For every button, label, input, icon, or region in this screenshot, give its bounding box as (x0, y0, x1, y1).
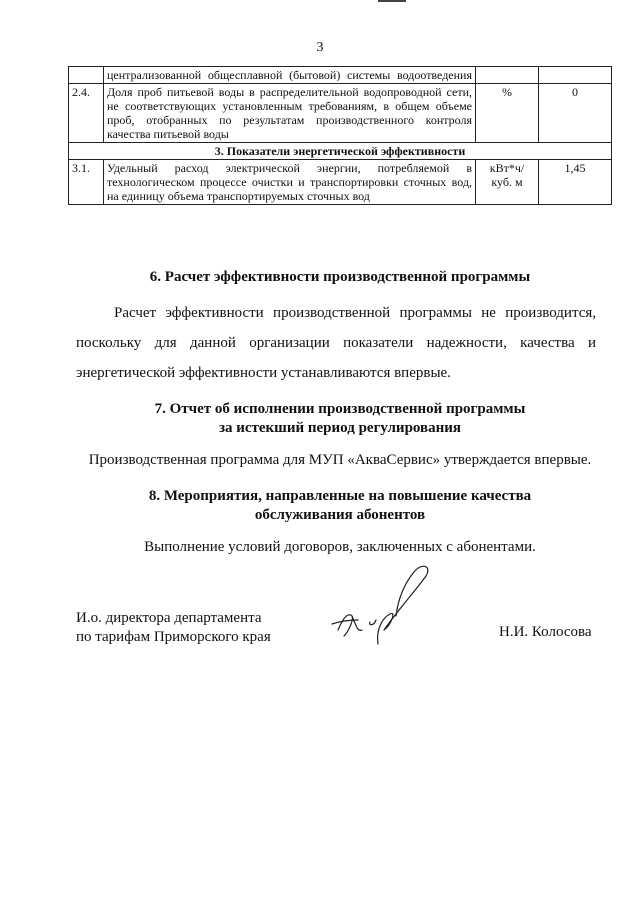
row-unit: кВт*ч/ куб. м (476, 160, 539, 205)
section-header: 3. Показатели энергетической эффективности (69, 143, 612, 160)
table-section-row (69, 143, 612, 160)
row-unit: % (476, 84, 539, 143)
signatory-position (76, 609, 271, 647)
page-number: 3 (316, 40, 324, 55)
row-number: 2.4. (69, 84, 104, 143)
table-row (69, 160, 612, 205)
section-6-heading: 6. Расчет эффективности производственной программы (149, 269, 531, 285)
section-7-text: Производственная программа для МУП «АкваСервис» утверждается впервые. (88, 452, 592, 468)
section-8-heading-line1: 8. Мероприятия, направленные на повышение качества (148, 488, 532, 504)
table-row (69, 84, 612, 143)
section-7-heading-line1: 7. Отчет об исполнении производственной программы (154, 401, 526, 417)
scan-mark (378, 0, 406, 2)
section-7-heading-line2: за истекший период регулирования (218, 420, 462, 436)
section-6-text: Расчет эффективности производственной программы не производится, поскольку для данной организации показатели надежности, качества и энергетической эффективности устанавливаются впервые. (76, 305, 596, 381)
row-value: 0 (539, 84, 612, 143)
row-description: Доля проб питьевой воды в распределительной водопроводной сети, не соответствующих установленным требованиям, в общем объеме проб, отобранных по результатам производственного контроля качества питьевой воды (104, 84, 476, 143)
row-description: централизованной общесплавной (бытовой) системы водоотведения (104, 67, 476, 84)
section-8-text: Выполнение условий договоров, заключенных с абонентами. (144, 539, 536, 555)
signatory-position-line1: И.о. директора департамента (76, 610, 262, 626)
handwritten-signature (318, 560, 448, 650)
table-row (69, 67, 612, 84)
row-number (69, 67, 104, 84)
row-value (539, 67, 612, 84)
row-number: 3.1. (69, 160, 104, 205)
row-description: Удельный расход электрической энергии, потребляемой в технологическом процессе очистки и транспортировки сточных вод, на единицу объема транспортируемых сточных вод (104, 160, 476, 205)
indicators-table (68, 66, 612, 205)
section-8-heading-line2: обслуживания абонентов (254, 507, 426, 523)
row-value: 1,45 (539, 160, 612, 205)
signatory-name: Н.И. Колосова (499, 624, 592, 640)
signatory-position-line2: по тарифам Приморского края (76, 629, 271, 645)
row-unit (476, 67, 539, 84)
